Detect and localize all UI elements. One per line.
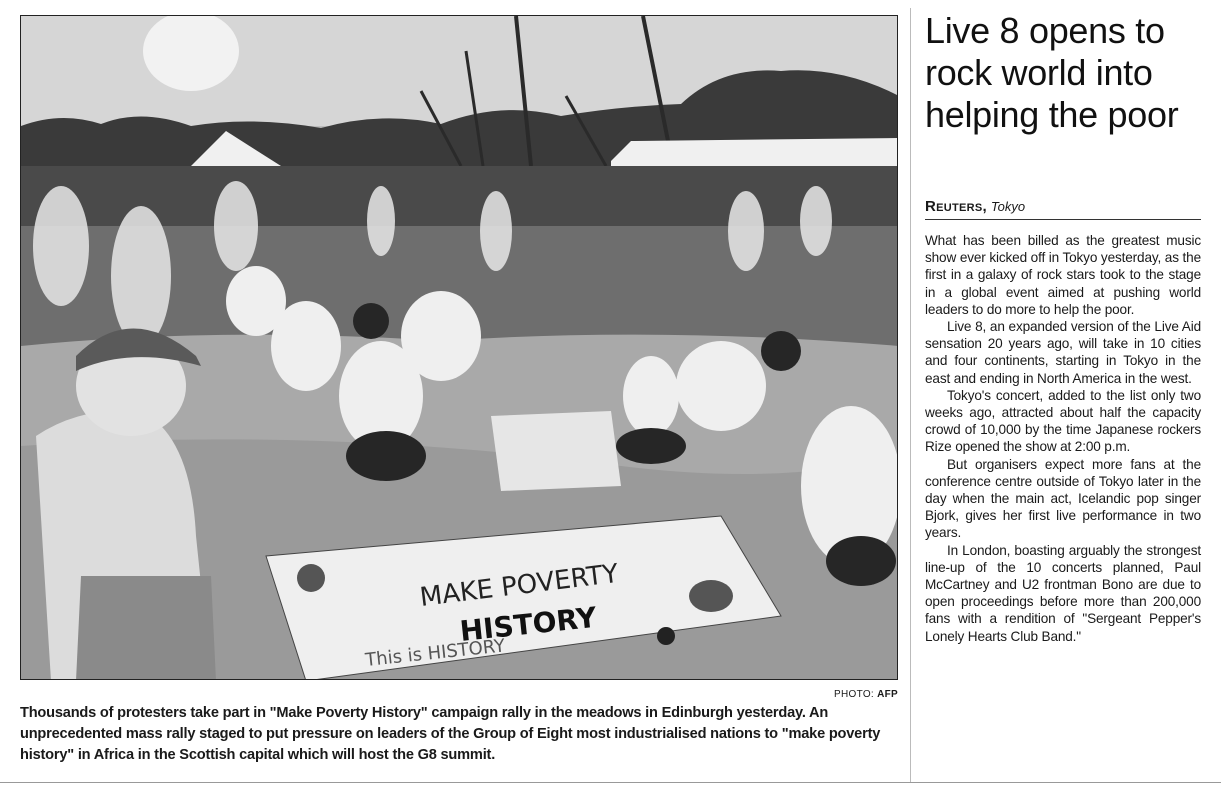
article-paragraph: Tokyo's concert, added to the list only two weeks ago, attracted about half the capacity crowd of 10,000 by the time Japanese rockers Rize opened the show at 2:00 p.m. — [925, 387, 1201, 455]
article-paragraph: In London, boasting arguably the strongest line-up of the 10 concerts planned, Paul McCartney and U2 frontman Bono are due to open proceedings before more than 200,000 fans with a rendition of "Sergeant Pepper's Lonely Hearts Club Band." — [925, 542, 1201, 644]
article-paragraph: But organisers expect more fans at the conference centre outside of Tokyo later in the day when the main act, Icelandic pop singer Bjork, gives her first live performance in two years. — [925, 456, 1201, 541]
photo-illustration — [21, 16, 898, 680]
banner-text-line1: MAKE POVERTY — [418, 558, 621, 613]
banner-text-line2: HISTORY — [458, 600, 599, 648]
article-paragraph: Live 8, an expanded version of the Live Aid sensation 20 years ago, will take in 10 cities and four continents, starting in Tokyo in the east and ending in North America in the west. — [925, 319, 1201, 386]
bottom-rule — [0, 782, 1221, 783]
column-divider — [910, 8, 911, 783]
photo-credit-source: AFP — [877, 689, 898, 700]
article-headline: Live 8 opens to rock world into helping the poor — [925, 10, 1179, 135]
article-paragraph: What has been billed as the greatest music show ever kicked off in Tokyo yesterday, as the first in a galaxy of rock stars took to the stage in a global event aimed at pushing world leaders to do more to help the poor. — [925, 233, 1201, 317]
news-photo — [20, 15, 898, 680]
article-body — [925, 232, 1201, 645]
photo-credit-label: PHOTO: — [834, 689, 874, 700]
byline — [925, 198, 1201, 220]
banner-text-line3: This is HISTORY — [364, 635, 507, 671]
photo-caption: Thousands of protesters take part in "Make Poverty History" campaign rally in the meadows in Edinburgh yesterday. An unprecedented mass rally staged to put pressure on leaders of the Group of Eight most industrialised nations to "make poverty history" in Africa in the Scottish capital which will host the G8 summit. — [20, 705, 881, 763]
byline-location: Tokyo — [990, 199, 1026, 214]
byline-agency: Reuters, — [925, 198, 988, 215]
photo-credit — [834, 689, 898, 700]
